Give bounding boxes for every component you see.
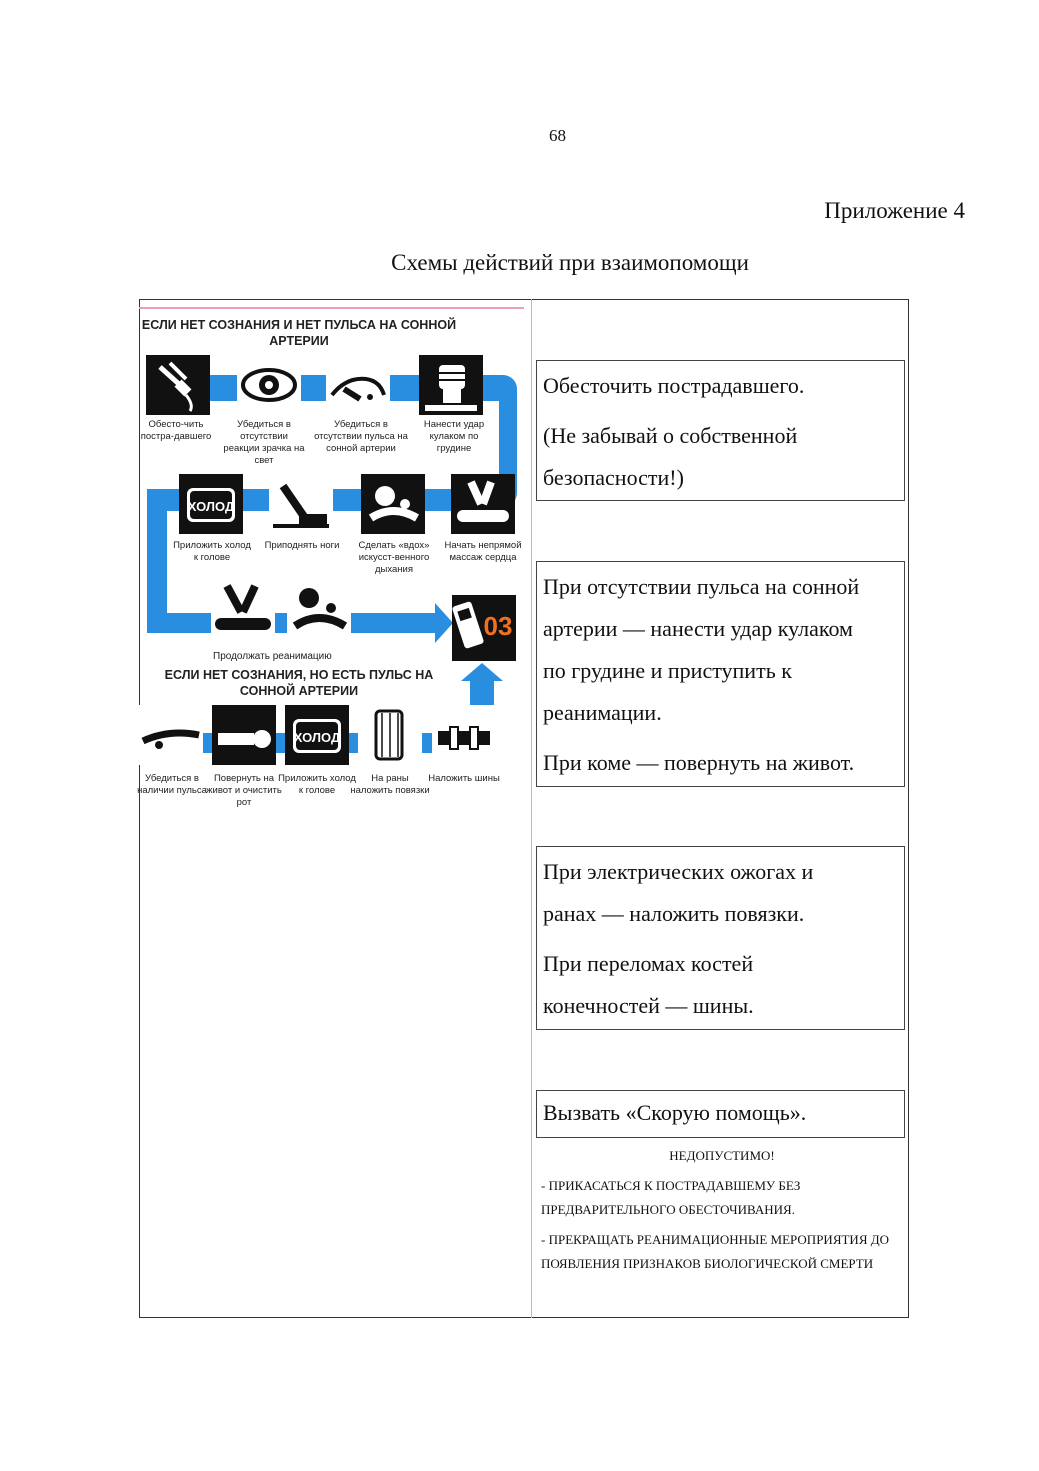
heading-no-pulse: ЕСЛИ НЕТ СОЗНАНИЯ И НЕТ ПУЛЬСА НА СОННОЙ АРТЕРИИ [141,318,457,348]
appendix-label: Приложение 4 [824,198,965,223]
check-pulse-icon [139,705,203,765]
heading-with-pulse: ЕСЛИ НЕТ СОЗНАНИЯ, НО ЕСТЬ ПУЛЬС НА СОННОЙ АРТЕРИИ [164,668,434,698]
first-aid-scheme [139,307,524,822]
step-caption: Убедиться в наличии пульса [137,773,207,796]
cpr-breath-icon [287,580,351,640]
warning-title: НЕДОПУСТИМО! [669,1148,775,1163]
cold-label: ХОЛОД [293,730,341,745]
arrow-right-icon [435,603,453,643]
step-caption: Приложить холод к голове [173,540,251,563]
step-caption: Приложить холод к голове [278,773,356,796]
warning-block [541,1144,903,1282]
plug-icon [146,355,210,415]
bandage-roll-icon [358,705,422,765]
splint-icon [432,705,496,765]
instruction-line: При электрических ожогах и [543,859,814,884]
step-caption: Приподнять ноги [264,540,340,551]
step-caption: Сделать «вдох» искусст-венного дыхания [358,540,430,575]
instruction-line: Обесточить пострадавшего. [543,373,805,398]
instruction-line: конечностей — шины. [543,993,754,1018]
instruction-line: реанимации. [543,700,662,725]
phone-03-icon [452,595,516,661]
instruction-line: по грудине и приступить к [543,658,792,683]
continue-resuscitation-label: Продолжать реанимацию [213,651,332,662]
instruction-line: При переломах костей [543,951,754,976]
step-caption: Убедиться в отсутствии реакции зрачка на свет [223,419,305,466]
step-caption: На раны наложить повязки [350,773,430,796]
instruction-box-burns-fractures [536,846,905,1030]
step-caption: Обесто-чить постра-давшего [140,419,212,442]
step-caption: Повернуть на живот и очистить рот [206,773,282,808]
instruction-line: (Не забывай о собственной [543,423,798,448]
raised-legs-icon [269,474,333,534]
column-divider [531,299,532,1318]
fist-icon [419,355,483,415]
page-number: 68 [549,126,566,145]
cold-pack-icon [285,705,349,765]
top-rule [139,307,524,309]
instruction-line: При коме — повернуть на живот. [543,750,855,775]
instruction-line: При отсутствии пульса на сонной [543,574,860,599]
cold-label: ХОЛОД [187,499,235,514]
rescue-breath-icon [361,474,425,534]
arrow-up-icon [461,663,503,681]
warning-item: - ПРИКАСАТЬСЯ К ПОСТРАДАВШЕМУ БЕЗ ПРЕДВАРИТЕЛЬНОГО ОБЕСТОЧИВАНИЯ. [541,1178,801,1217]
instruction-box-deenergize [536,360,905,501]
instruction-box-no-pulse [536,561,905,787]
page-title: Схемы действий при взаимопомощи [391,250,749,275]
flow-band-left-turn [147,489,167,629]
turn-over-icon [212,705,276,765]
emergency-number: 03 [483,611,513,641]
step-caption: Начать непрямой массаж сердца [444,540,522,563]
instruction-line: Вызвать «Скорую помощь». [543,1100,807,1125]
step-caption: Наложить шины [428,773,500,784]
eye-icon [237,355,301,415]
step-caption: Нанести удар кулаком по грудине [423,419,485,454]
chest-compression-icon [451,474,515,534]
step-caption: Убедиться в отсутствии пульса на сонной артерии [314,419,408,454]
instruction-line: артерии — нанести удар кулаком [543,616,853,641]
neck-pulse-icon [326,355,390,415]
instruction-line: ранах — наложить повязки. [543,901,805,926]
instruction-line: безопасности!) [543,465,684,490]
warning-item: - ПРЕКРАЩАТЬ РЕАНИМАЦИОННЫЕ МЕРОПРИЯТИЯ ДО ПОЯВЛЕНИЯ ПРИЗНАКОВ БИОЛОГИЧЕСКОЙ СМЕРТИ [541,1232,889,1271]
cpr-hands-icon [211,580,275,640]
cold-pack-icon [179,474,243,534]
instruction-box-call-ambulance [536,1090,905,1138]
